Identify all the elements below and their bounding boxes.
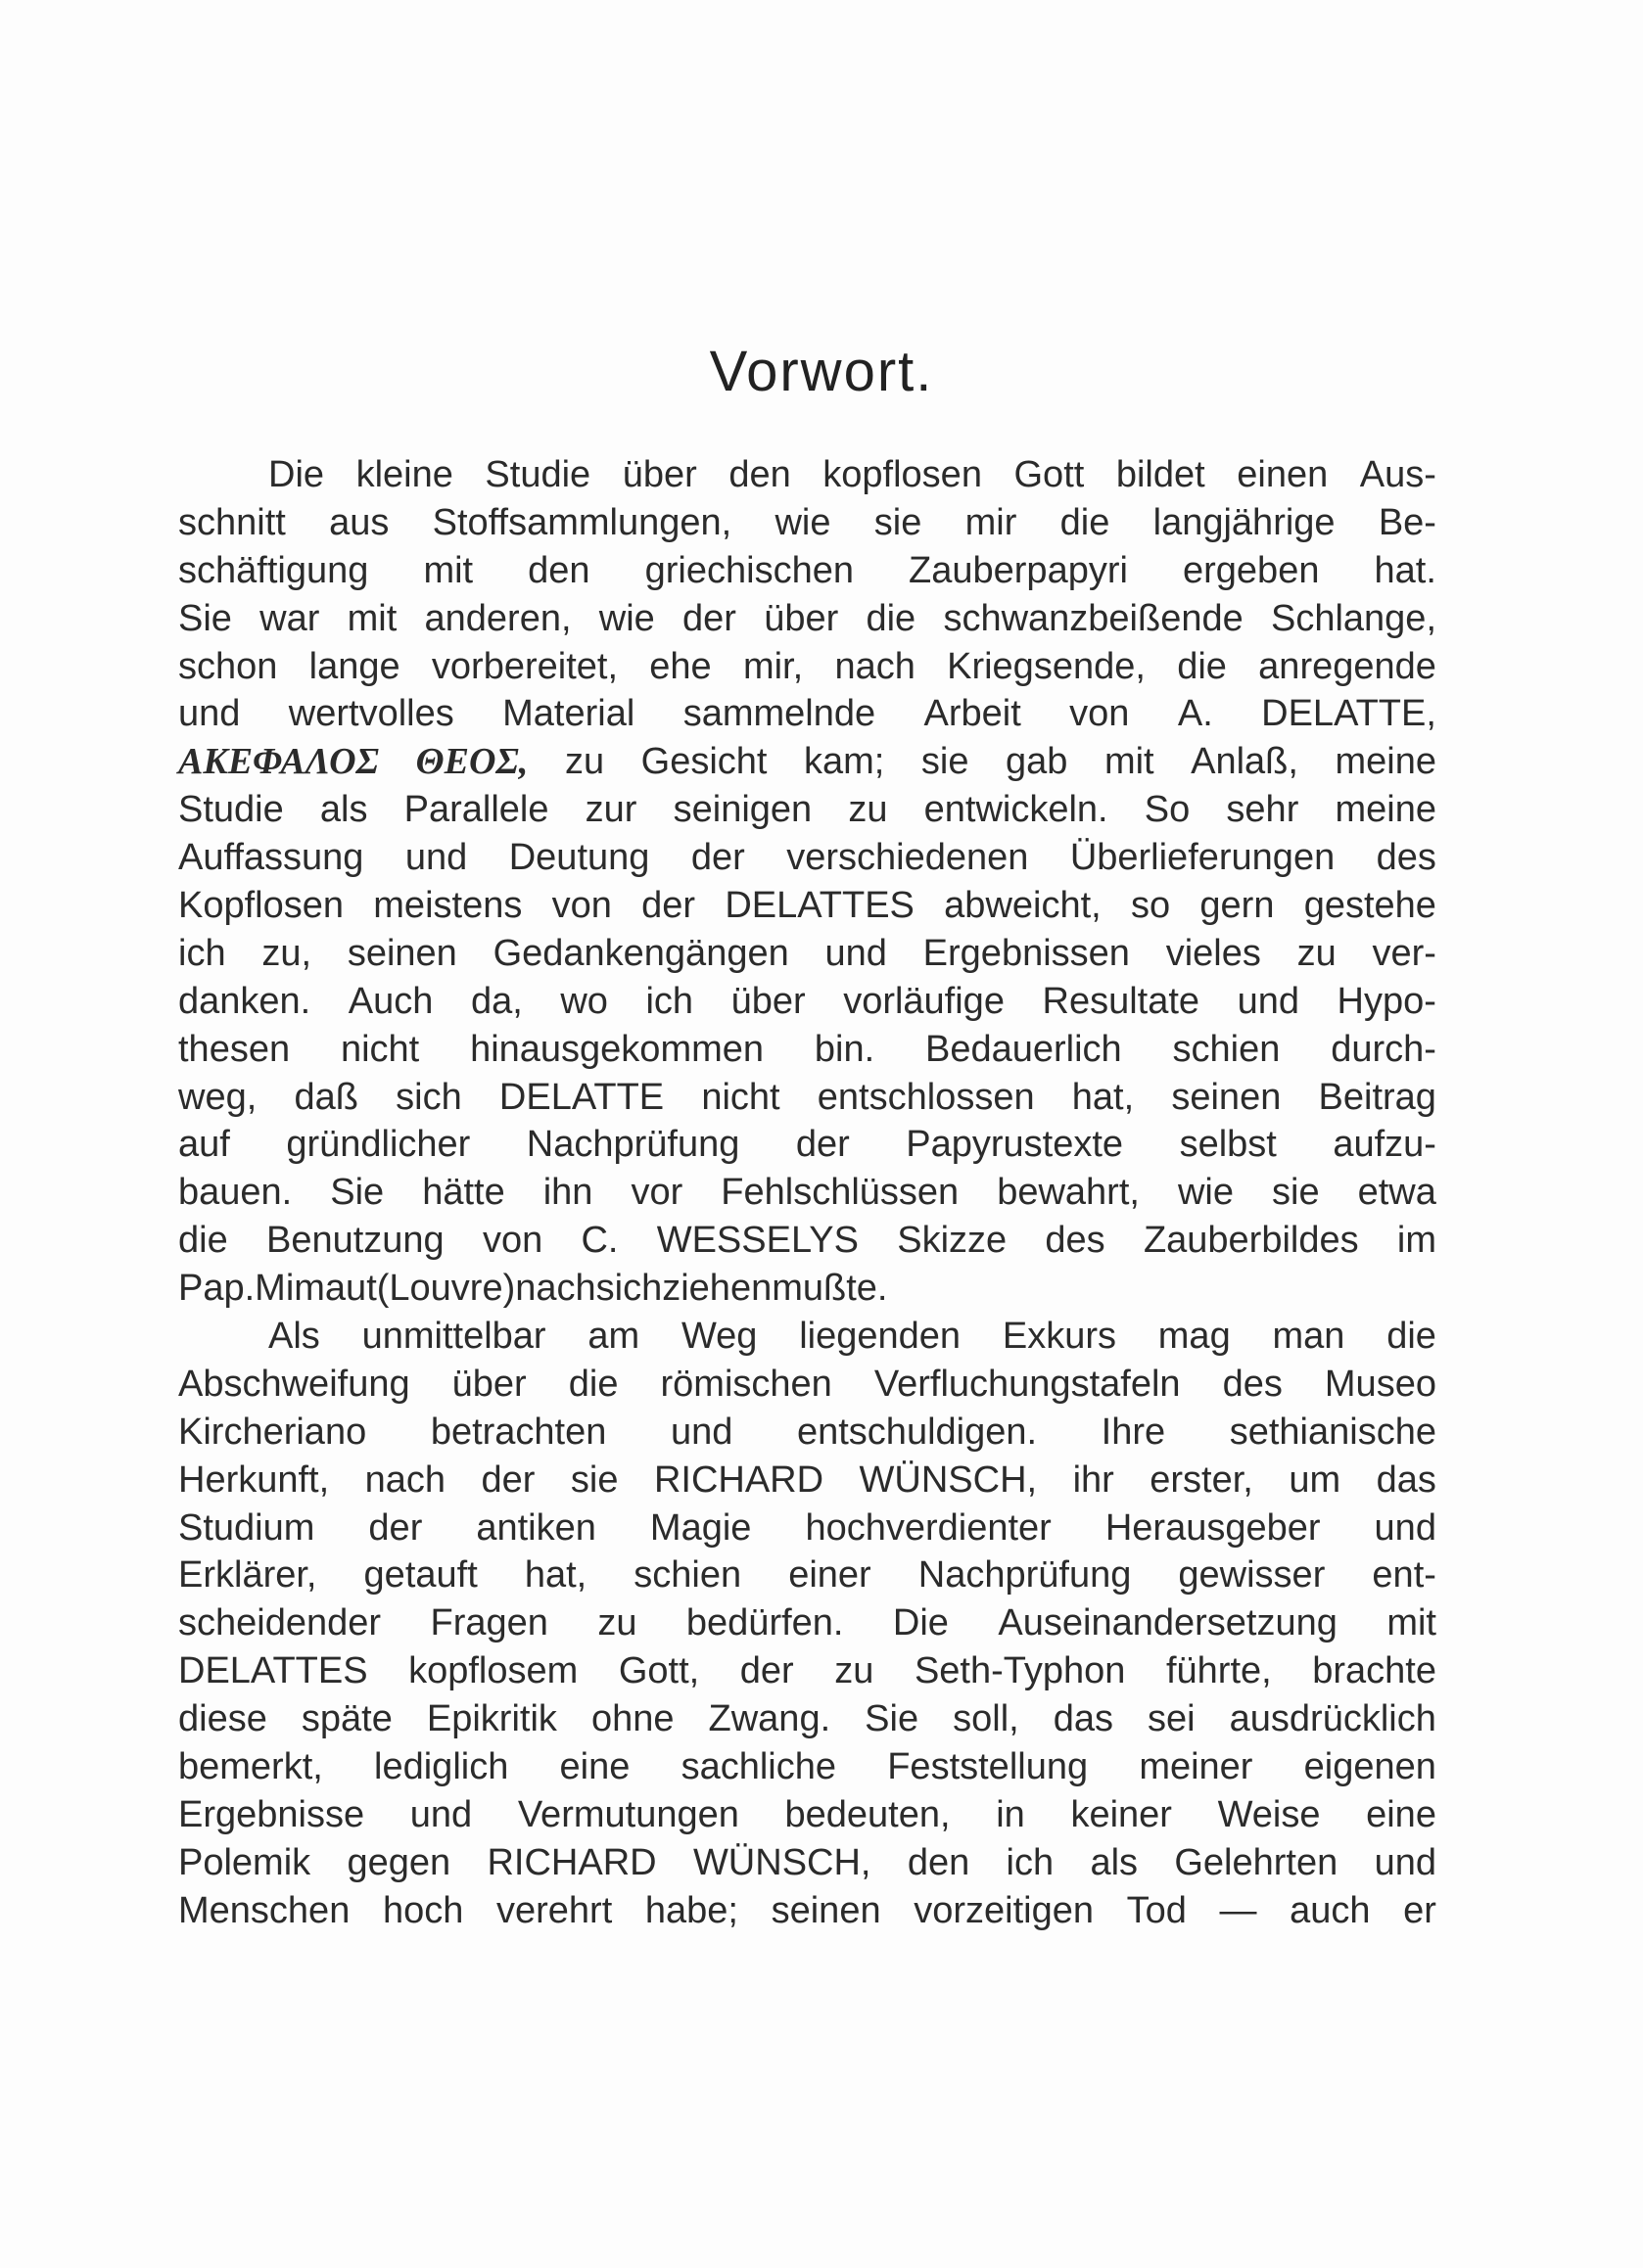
word: führte,	[1165, 1650, 1272, 1692]
word: mit	[1103, 741, 1154, 783]
word: wo	[560, 980, 608, 1022]
word: Epikritik	[426, 1698, 557, 1740]
text-line	[178, 499, 1436, 547]
text-line	[178, 1361, 1436, 1409]
text-line	[178, 930, 1436, 978]
word: bin.	[814, 1028, 875, 1070]
word: schien	[634, 1554, 742, 1597]
word: Bedauerlich	[925, 1028, 1122, 1070]
page-title: Vorwort.	[709, 340, 934, 403]
word: Gesicht	[640, 741, 768, 783]
word: über	[764, 597, 839, 639]
word: ergeben	[1183, 549, 1320, 591]
word: bedürfen.	[685, 1602, 844, 1644]
word: auf	[178, 1124, 230, 1166]
word: nach	[364, 1458, 446, 1501]
word: bauen.	[178, 1172, 293, 1214]
text-line	[178, 882, 1436, 930]
word: Kriegsende,	[947, 645, 1146, 687]
word: durch-	[1331, 1028, 1436, 1070]
word: und	[178, 693, 241, 735]
word: Herkunft,	[178, 1458, 330, 1501]
word: Fragen	[430, 1602, 548, 1644]
word: gern	[1199, 885, 1275, 927]
word: mit	[347, 597, 398, 639]
word: der	[641, 885, 696, 927]
text-line	[178, 547, 1436, 595]
word: Mimaut	[255, 1268, 377, 1310]
text-line	[178, 1743, 1436, 1791]
word: anregende	[1258, 645, 1436, 687]
word: hätte	[422, 1172, 505, 1214]
text-line	[178, 1647, 1436, 1695]
word: Überlieferungen	[1069, 837, 1336, 879]
word: Als	[268, 1316, 320, 1358]
word: hat,	[1071, 1076, 1135, 1118]
word: Die	[268, 454, 325, 495]
word: zu	[564, 741, 605, 783]
word: Sie	[865, 1698, 919, 1740]
word: etwa	[1357, 1172, 1436, 1214]
text-line	[178, 1504, 1436, 1552]
word: wie	[598, 597, 655, 639]
word: Seth-Typhon	[914, 1650, 1126, 1692]
text-line	[178, 1121, 1436, 1169]
text-line	[178, 978, 1436, 1026]
word: ziehen	[662, 1268, 773, 1310]
word: Skizze	[897, 1220, 1008, 1262]
word: seinigen	[673, 789, 813, 831]
word: von	[482, 1220, 543, 1262]
word: Papyrustexte	[906, 1124, 1124, 1166]
word: Ihre	[1101, 1411, 1166, 1453]
word: zu,	[261, 932, 312, 974]
word: entschuldigen.	[796, 1411, 1038, 1453]
word: Auseinandersetzung	[998, 1602, 1338, 1644]
word: römischen	[660, 1363, 832, 1405]
word: man	[1272, 1316, 1345, 1358]
word: des	[1222, 1363, 1283, 1405]
word: über	[451, 1363, 527, 1405]
word: aufzu-	[1333, 1124, 1436, 1166]
word: das	[1053, 1698, 1114, 1740]
word: Abschweifung	[178, 1363, 410, 1405]
word: mit	[423, 549, 474, 591]
word: eine	[559, 1746, 631, 1788]
word: und	[409, 1793, 473, 1835]
word: Kircheriano	[178, 1411, 367, 1453]
word: DELATTES	[725, 885, 915, 927]
text-line	[178, 1791, 1436, 1839]
text-line	[178, 1313, 1436, 1361]
word: seinen	[347, 932, 457, 974]
word: Resultate	[1042, 980, 1200, 1022]
word: Gelehrten	[1174, 1841, 1338, 1883]
word: gründlicher	[286, 1124, 471, 1166]
word: war	[259, 597, 320, 639]
word: WÜNSCH,	[859, 1458, 1038, 1501]
word: gestehe	[1303, 885, 1436, 927]
text-line	[178, 786, 1436, 834]
word: Pap.	[178, 1268, 256, 1310]
word: Beitrag	[1318, 1076, 1436, 1118]
word: Nachprüfung	[917, 1554, 1132, 1597]
word: meistens	[373, 885, 523, 927]
word: kam;	[804, 741, 885, 783]
word: DELATTE,	[1261, 693, 1436, 735]
word: sich	[396, 1076, 462, 1118]
word: mußte.	[772, 1268, 888, 1310]
word: Gott,	[618, 1650, 700, 1692]
word: der	[739, 1650, 794, 1692]
word: schäftigung	[178, 549, 369, 591]
word: daß	[294, 1076, 358, 1118]
word: Kopflosen	[178, 885, 345, 927]
text-line	[178, 1217, 1436, 1265]
word: lange	[308, 645, 400, 687]
word: RICHARD	[653, 1458, 824, 1501]
word: von	[1069, 693, 1130, 735]
word: meine	[1335, 789, 1436, 831]
word: vor	[631, 1172, 683, 1214]
word: langjährige	[1152, 501, 1336, 543]
word: RICHARD	[487, 1841, 657, 1883]
word: das	[1376, 1458, 1436, 1501]
word: auch	[1290, 1889, 1371, 1931]
text-line	[178, 1265, 1436, 1313]
text-line	[178, 1839, 1436, 1887]
word: über	[622, 454, 697, 495]
word: Magie	[649, 1506, 752, 1549]
word: aus	[329, 501, 390, 543]
word: nach	[515, 1268, 596, 1310]
word: vorbereitet,	[431, 645, 619, 687]
word: Museo	[1324, 1363, 1436, 1405]
word: schnitt	[178, 501, 286, 543]
word: —	[1219, 1889, 1257, 1931]
word: entschlossen	[817, 1076, 1035, 1118]
word: Exkurs	[1002, 1316, 1116, 1358]
word: Studie	[178, 789, 284, 831]
word: von	[551, 885, 612, 927]
word: unmittelbar	[361, 1316, 546, 1358]
word: Fehlschlüssen	[721, 1172, 960, 1214]
word: gab	[1006, 741, 1068, 783]
word: zur	[585, 789, 637, 831]
word: Zauberbildes	[1143, 1220, 1359, 1262]
word: im	[1396, 1220, 1436, 1262]
text-line	[178, 1074, 1436, 1122]
word: antiken	[476, 1506, 596, 1549]
word: seinen	[771, 1889, 881, 1931]
word: vieles	[1165, 932, 1261, 974]
word: nicht	[340, 1028, 420, 1070]
word: kleine	[355, 454, 453, 495]
word: bildet	[1115, 454, 1205, 495]
word: wie	[1177, 1172, 1234, 1214]
word: griechischen	[644, 549, 854, 591]
word: hochverdienter	[805, 1506, 1052, 1549]
word: Studie	[485, 454, 591, 495]
text-line	[178, 1026, 1436, 1074]
word: Tod	[1126, 1889, 1187, 1931]
word: Material	[502, 693, 635, 735]
text-line	[178, 1551, 1436, 1599]
word: einer	[788, 1554, 871, 1597]
word: der	[690, 837, 745, 879]
word: wie	[775, 501, 831, 543]
word: Nachprüfung	[526, 1124, 740, 1166]
word: sammelnde	[682, 693, 876, 735]
word: Sie	[330, 1172, 385, 1214]
word: Feststellung	[887, 1746, 1089, 1788]
word: hat.	[1374, 549, 1436, 591]
word: scheidender	[178, 1602, 382, 1644]
word: Anlaß,	[1191, 741, 1298, 783]
word: und	[404, 837, 468, 879]
word: ent-	[1372, 1554, 1436, 1597]
word: die	[1059, 501, 1110, 543]
word: ich	[178, 932, 226, 974]
word: des	[1376, 837, 1436, 879]
word: betrachten	[430, 1411, 607, 1453]
word: Zwang.	[708, 1698, 831, 1740]
word: eigenen	[1303, 1746, 1436, 1788]
word: Aus-	[1359, 454, 1436, 495]
word: habe;	[644, 1889, 738, 1931]
word: keiner	[1070, 1793, 1172, 1835]
word: WESSELYS	[656, 1220, 859, 1262]
word: anderen,	[424, 597, 572, 639]
word: Gott	[1013, 454, 1085, 495]
word: Weg	[681, 1316, 758, 1358]
word: ehe	[649, 645, 712, 687]
word: meiner	[1139, 1746, 1253, 1788]
word: Erklärer,	[178, 1554, 317, 1597]
word: bemerkt,	[178, 1746, 323, 1788]
text-line	[178, 690, 1436, 738]
word: die	[178, 1220, 228, 1262]
word: die	[568, 1363, 619, 1405]
word: mir,	[742, 645, 804, 687]
word: der	[682, 597, 736, 639]
word: hinausgekommen	[470, 1028, 765, 1070]
word: Verfluchungstafeln	[873, 1363, 1181, 1405]
word: zu	[848, 789, 888, 831]
word: hoch	[382, 1889, 464, 1931]
text-line	[178, 738, 1436, 786]
word: Die	[892, 1602, 949, 1644]
word: WÜNSCH,	[692, 1841, 871, 1883]
word: er	[1403, 1889, 1436, 1931]
word: Studium	[178, 1506, 315, 1549]
word: wertvolles	[288, 693, 454, 735]
word: Parallele	[403, 789, 549, 831]
word: gewisser	[1178, 1554, 1326, 1597]
word: Sie	[178, 597, 232, 639]
word: Auffassung	[178, 837, 364, 879]
word: bewahrt,	[997, 1172, 1140, 1214]
word: weg,	[178, 1076, 258, 1118]
word: als	[1090, 1841, 1139, 1883]
word: getauft	[363, 1554, 478, 1597]
word: Gedankengängen	[493, 932, 789, 974]
word: des	[1045, 1220, 1105, 1262]
word: mir	[964, 501, 1017, 543]
word: mag	[1157, 1316, 1231, 1358]
word: Deutung	[508, 837, 650, 879]
word: Weise	[1217, 1793, 1321, 1835]
word: DELATTE	[498, 1076, 665, 1118]
word: entwickeln.	[923, 789, 1108, 831]
word: liegenden	[799, 1316, 962, 1358]
word: So	[1144, 789, 1191, 831]
word: nach	[834, 645, 915, 687]
word: abweicht,	[944, 885, 1102, 927]
word: als	[319, 789, 368, 831]
text-line	[178, 1409, 1436, 1457]
text-line	[178, 643, 1436, 691]
preface-text	[178, 451, 1436, 1935]
word: ich	[1006, 1841, 1055, 1883]
word: sethianische	[1229, 1411, 1436, 1453]
word: verschiedenen	[786, 837, 1029, 879]
word: danken.	[178, 980, 311, 1022]
word: Be-	[1378, 501, 1436, 543]
word: erster,	[1150, 1458, 1253, 1501]
word: Schlange,	[1270, 597, 1436, 639]
text-line	[178, 1887, 1436, 1935]
word: (Louvre)	[376, 1268, 516, 1310]
word: soll,	[953, 1698, 1019, 1740]
word: lediglich	[374, 1746, 509, 1788]
word: die	[1177, 645, 1227, 687]
word: einen	[1237, 454, 1329, 495]
word: der	[368, 1506, 423, 1549]
word: und	[1237, 980, 1299, 1022]
word: seinen	[1171, 1076, 1282, 1118]
word: nicht	[701, 1076, 780, 1118]
text-line	[178, 834, 1436, 882]
word: Arbeit	[923, 693, 1021, 735]
word: hat,	[524, 1554, 587, 1597]
word: der	[795, 1124, 850, 1166]
word: Ergebnissen	[922, 932, 1130, 974]
text-line	[178, 1695, 1436, 1743]
word: Herausgeber	[1104, 1506, 1321, 1549]
word: vorläufige	[843, 980, 1005, 1022]
word: thesen	[178, 1028, 291, 1070]
word: Vermutungen	[517, 1793, 739, 1835]
word: Stoffsammlungen,	[432, 501, 732, 543]
word: ohne	[590, 1698, 675, 1740]
word: DELATTES	[178, 1650, 368, 1692]
word: vorzeitigen	[914, 1889, 1094, 1931]
word: sich	[595, 1268, 663, 1310]
word: sie	[570, 1458, 619, 1501]
word: schwanzbeißende	[943, 597, 1244, 639]
word: um	[1289, 1458, 1341, 1501]
text-line	[178, 451, 1436, 499]
word: sie	[1272, 1172, 1320, 1214]
word: C.	[581, 1220, 619, 1262]
word: diese	[178, 1698, 267, 1740]
word: ΑΚΕΦΑΛΟΣ	[178, 741, 380, 783]
word: zu	[834, 1650, 874, 1692]
word: da,	[470, 980, 523, 1022]
word: sie	[920, 741, 969, 783]
word: Menschen	[178, 1889, 351, 1931]
word: schon	[178, 645, 278, 687]
text-line	[178, 595, 1436, 643]
word: ver-	[1372, 932, 1436, 974]
word: A.	[1177, 693, 1213, 735]
word: kopflosen	[822, 454, 982, 495]
word: verehrt	[495, 1889, 613, 1931]
word: sei	[1148, 1698, 1196, 1740]
word: späte	[301, 1698, 393, 1740]
word: so	[1130, 885, 1171, 927]
word: sehr	[1226, 789, 1299, 831]
word: Auch	[348, 980, 434, 1022]
word: ich	[645, 980, 694, 1022]
word: mit	[1386, 1602, 1436, 1644]
word: gegen	[347, 1841, 451, 1883]
word: meine	[1335, 741, 1436, 783]
word: den	[907, 1841, 970, 1883]
word: und	[1374, 1841, 1436, 1883]
word: über	[730, 980, 806, 1022]
word: Zauberpapyri	[909, 549, 1128, 591]
word: selbst	[1179, 1124, 1277, 1166]
word: die	[866, 597, 916, 639]
text-line	[178, 1169, 1436, 1217]
text-line	[178, 1457, 1436, 1504]
word: am	[587, 1316, 640, 1358]
word: ihn	[542, 1172, 593, 1214]
word: ausdrücklich	[1229, 1698, 1436, 1740]
word: ΘΕΟΣ,	[415, 741, 529, 783]
word: Benutzung	[265, 1220, 445, 1262]
word: Ergebnisse	[178, 1793, 365, 1835]
word: bedeuten,	[784, 1793, 951, 1835]
word: und	[824, 932, 887, 974]
word: ihr	[1072, 1458, 1114, 1501]
word: und	[1374, 1506, 1436, 1549]
word: zu	[1296, 932, 1337, 974]
word: zu	[597, 1602, 637, 1644]
word: Polemik	[178, 1841, 311, 1883]
word: den	[728, 454, 791, 495]
word: in	[996, 1793, 1025, 1835]
word: die	[1386, 1316, 1436, 1358]
word: Hypo-	[1337, 980, 1436, 1022]
word: sie	[873, 501, 922, 543]
word: eine	[1366, 1793, 1436, 1835]
word: brachte	[1312, 1650, 1436, 1692]
word: der	[481, 1458, 536, 1501]
text-line	[178, 1599, 1436, 1647]
word: schien	[1172, 1028, 1281, 1070]
word: sachliche	[681, 1746, 837, 1788]
word: kopflosem	[408, 1650, 579, 1692]
word: den	[528, 549, 590, 591]
word: und	[670, 1411, 733, 1453]
